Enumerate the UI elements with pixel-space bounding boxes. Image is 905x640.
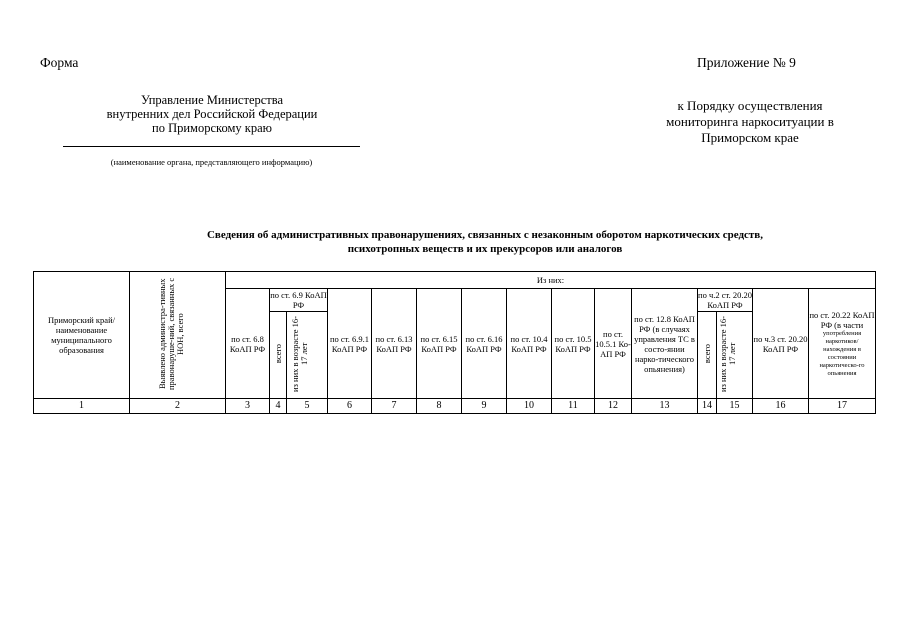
art-10-5-text: по ст. 10.5 КоАП РФ — [554, 333, 592, 354]
column-number: 3 — [226, 399, 270, 414]
procedure-line: Приморском крае — [701, 130, 799, 145]
art-12-8-text: по ст. 12.8 КоАП РФ (в случаях управления ТС в состо-янии нарко-тического опьянения) — [634, 313, 695, 374]
column-number: 7 — [372, 399, 417, 414]
organization-line: внутренних дел Российской Федерации — [106, 107, 318, 121]
header-20-20-total — [698, 312, 717, 399]
header-art-12-8 — [632, 289, 698, 399]
header-art-6-9 — [270, 289, 328, 312]
procedure-line: к Порядку осуществления — [677, 98, 823, 113]
column-number-row — [34, 399, 876, 414]
header-art-6-9-1 — [328, 289, 372, 399]
column-number: 1 — [34, 399, 130, 414]
header-region-text: Приморский край/ наименование муниципального образования — [47, 315, 115, 355]
report-table — [33, 271, 876, 414]
title-line: психотропных веществ и их прекурсоров или аналогов — [347, 243, 623, 255]
header-art-6-15 — [417, 289, 462, 399]
procedure-reference — [640, 98, 860, 146]
art-6-15-text: по ст. 6.15 КоАП РФ — [420, 333, 458, 354]
column-number: 5 — [287, 399, 328, 414]
organization-line: Управление Министерства — [140, 93, 284, 107]
art-6-9-1-text: по ст. 6.9.1 КоАП РФ — [329, 333, 370, 354]
procedure-line: мониторинга наркоситуации в — [666, 114, 834, 129]
column-number: 12 — [595, 399, 632, 414]
appendix-label: Приложение № 9 — [697, 55, 796, 70]
of-them-text: Из них: — [536, 275, 565, 285]
header-art-6-13 — [372, 289, 417, 399]
header-total-text: Выявлено администра-тивных правонаруше-ний, связанных с НОН, всего — [156, 277, 185, 391]
column-number: 8 — [417, 399, 462, 414]
art-20-20-2-text: по ч.2 ст. 20.20 КоАП РФ — [698, 290, 752, 310]
column-number: 14 — [698, 399, 717, 414]
column-number: 10 — [507, 399, 552, 414]
age-16-17-text: из них в возрасте 16-17 лет — [717, 316, 737, 392]
column-number: 4 — [270, 399, 287, 414]
header-art-6-16 — [462, 289, 507, 399]
header-6-9-total — [270, 312, 287, 399]
document-title — [100, 228, 870, 256]
art-20-22-title: по ст. 20.22 КоАП РФ (в части — [809, 309, 875, 330]
header-total — [130, 272, 226, 399]
header-art-10-4 — [507, 289, 552, 399]
total-text: всего — [701, 344, 712, 364]
age-16-17-text: из них в возрасте 16-17 лет — [290, 316, 309, 392]
header-of-them — [226, 272, 876, 289]
column-number: 17 — [809, 399, 876, 414]
art-6-9-text: по ст. 6.9 КоАП РФ — [270, 290, 327, 310]
column-number: 9 — [462, 399, 507, 414]
header-region — [34, 272, 130, 399]
header-art-10-5 — [552, 289, 595, 399]
column-number: 6 — [328, 399, 372, 414]
header-art-10-5-1 — [595, 289, 632, 399]
form-label: Форма — [40, 55, 79, 70]
header-20-20-16-17 — [717, 312, 753, 399]
art-6-8-text: по ст. 6.8 КоАП РФ — [229, 333, 266, 354]
header-art-6-8 — [226, 289, 270, 399]
art-6-16-text: по ст. 6.16 КоАП РФ — [465, 333, 503, 354]
column-number: 16 — [753, 399, 809, 414]
column-number: 15 — [717, 399, 753, 414]
title-line: Сведения об административных правонарушениях, связанных с незаконным оборотом наркотических средств, — [206, 229, 763, 241]
organization-line: по Приморскому краю — [152, 121, 272, 135]
header-art-20-20-3 — [753, 289, 809, 399]
art-10-4-text: по ст. 10.4 КоАП РФ — [510, 333, 548, 354]
organization-name — [96, 93, 328, 135]
column-number: 13 — [632, 399, 698, 414]
column-number: 11 — [552, 399, 595, 414]
total-text: всего — [272, 344, 283, 364]
header-art-20-22 — [809, 289, 876, 399]
art-20-20-3-text: по ч.3 ст. 20.20 КоАП РФ — [753, 333, 808, 354]
art-6-13-text: по ст. 6.13 КоАП РФ — [375, 333, 413, 354]
art-10-5-1-text: по ст. 10.5.1 Ко-АП РФ — [595, 328, 631, 359]
header-6-9-16-17 — [287, 312, 328, 399]
organization-caption: (наименование органа, представляющего информацию) — [110, 157, 313, 167]
header-art-20-20-2 — [698, 289, 753, 312]
column-number: 2 — [130, 399, 226, 414]
report-table-wrapper — [33, 271, 876, 414]
art-20-22-detail: употребления наркотиков/ нахождения в состоянии наркотическо-го опьянения — [819, 329, 865, 377]
signature-line — [63, 146, 360, 147]
